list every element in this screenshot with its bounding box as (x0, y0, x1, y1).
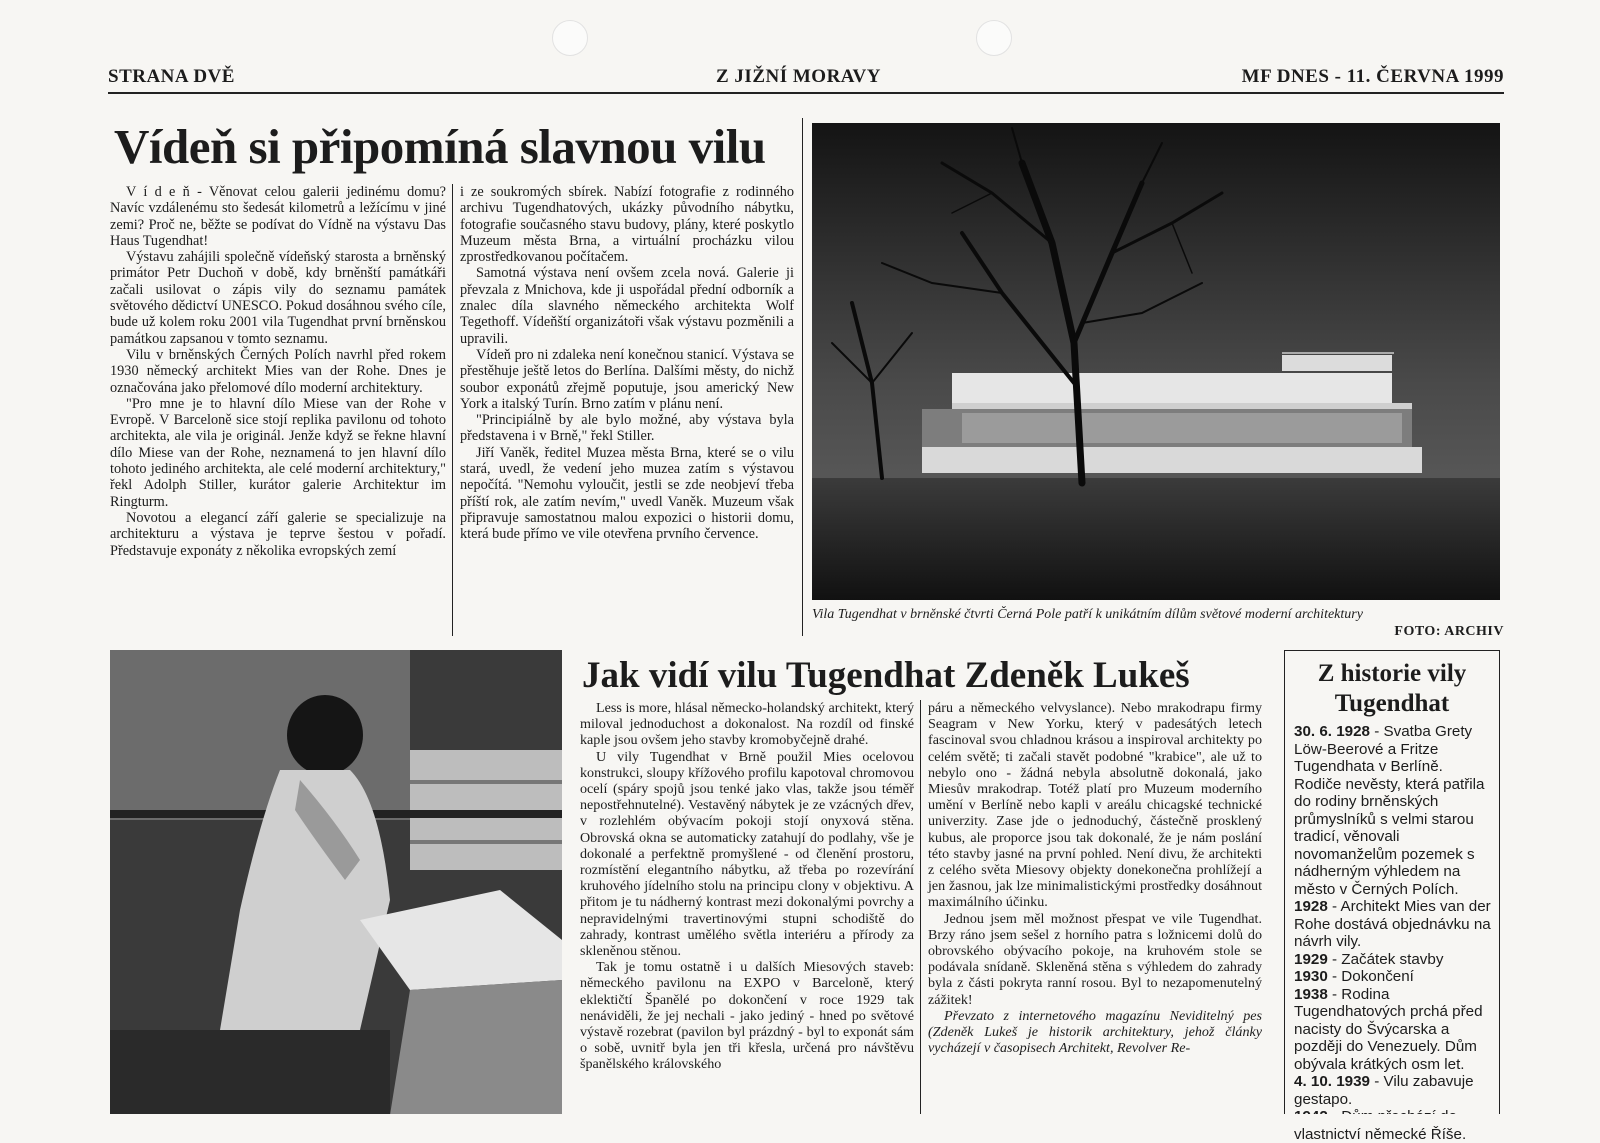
masthead-rule (108, 92, 1504, 94)
paragraph: Jiří Vaněk, ředitel Muzea města Brna, které se o vilu stará, uvedl, že vedení jeho muzea zatím s výstavou nepočítá. "Nemohu vyloučit, jestli se zde neobjeví třeba příští rok, ale zatím nevím," uvedl Vaněk. Muzeum však připravuje samostatnou malou expozici o historii domu, která bude přímo ve vile otevřena prvního července. (460, 444, 794, 543)
sidebar-title: Z historie vily Tugendhat (1317, 660, 1467, 717)
timeline-entry (1294, 951, 1491, 969)
timeline-text: - Dokončení (1327, 968, 1414, 985)
article2-column-1 (580, 700, 914, 1073)
paragraph: Vídeň pro ni zdaleka není konečnou stanicí. Výstava se přestěhuje ještě letos do Berlína. Dalšími městy, do nichž soubor exponátů zřejmě poputuje, jsou americký New York a italský Turín. Brno zatím v plánu není. (460, 346, 794, 412)
timeline-entry (1294, 1073, 1491, 1108)
timeline-entry (1294, 986, 1491, 1074)
villa-tugendhat-photo (812, 123, 1500, 600)
timeline-date: 1938 (1294, 985, 1328, 1003)
issue-date: MF DNES - 11. ČERVNA 1999 (1241, 66, 1504, 87)
timeline-date: 1929 (1294, 950, 1328, 968)
paragraph: Výstavu zahájili společně vídeňský starosta a brněnský primátor Petr Duchoň v době, kdy brněnští památkáři začali usilovat o zápis vily do seznamu památek světového dědictví UNESCO. Pokud dosáhnou svého cíle, bude už kolem roku 2001 vila Tugendhat první brněnskou památkou zapsanou v tomto seznamu. (110, 249, 446, 347)
timeline-entry (1294, 723, 1491, 898)
sidebar-timeline (1294, 723, 1491, 1143)
timeline-date: 1928 (1294, 898, 1328, 915)
article1-headline: Vídeň si připomíná slavnou vilu (114, 119, 766, 174)
article2-column-2 (928, 700, 1262, 1056)
paragraph: "Pro mne je to hlavní dílo Miese van der Rohe v Evropě. V Barceloně sice stojí replika pavilonu od tohoto architekta, ale vila je originál. Jenže když se řekne hlavní dílo Miese van der Rohe, neznamená to jen hlavní dílo tohoto jediného architekta, ale celé moderní architektury," řekl Adolph Stiller, kurátor galerie Architektur im Ringturm. (110, 395, 446, 510)
timeline-date: 4. 10. 1939 (1294, 1073, 1371, 1090)
paragraph: Jednou jsem měl možnost přespat ve vile Tugendhat. Brzy ráno jsem sešel z horního patra s ložnicemi dolů do obrovského obývacího pokoje, na kruhovém stole se podávala snídaně. Skleněná stěna s výhledem do zahrady byla z části pokryta ranní rosou. Byl to nezapomenutelný zážitek! (928, 910, 1262, 1008)
article1-column-2 (460, 184, 794, 543)
paragraph: Tak je tomu ostatně i u dalších Miesových staveb: německého pavilonu na EXPO v Barceloně, který eklektičtí Španělé po dokončení v roce 1929 tak nenáviděli, že jej nechali - jako jediný - hned po světové výstavě rozebrat (pavilon byl prázdný - byl to exponát sám o sobě, uvnitř byla jen tři křesla, určená pro návštěvu španělského královského (580, 959, 914, 1073)
timeline-entry (1294, 968, 1491, 986)
paragraph: "Principiálně by ale bylo možné, aby výstava byla představena i v Brně," řekl Stiller. (460, 412, 794, 445)
paragraph: páru a německého velvyslance). Nebo mrakodrapu firmy Seagram v New Yorku, který v padesátých letech fascinoval svou chladnou krásou a inspiroval architekty po celém světě; ti začali stavět podobné "krabice", ale už to nebylo ono - žádná nebyla absolutně dokonalá, jako Miesův mrakodrap. Totéž platí pro Muzeum moderního umění v Berlíně nebo kapli v areálu chicagské technické univerzity. Zase jde o jednoduchý, částečně prosklený kubus, ale proporce jsou tak dokonalé, že je nám poslání této stavby jasné na první pohled. Není divu, že architekti z celého světa Miesovy objekty donekonečna prohlížejí a jen žasnou, jak lze minimalistickými prostředky dosáhnout maximálního účinku. (928, 700, 1262, 911)
photo-credit: FOTO: ARCHIV (1394, 624, 1504, 639)
timeline-date: 30. 6. 1928 (1294, 723, 1371, 740)
villa-photo-image (812, 123, 1500, 600)
page-bottom-edge (0, 1114, 1600, 1124)
photo-caption: Vila Tugendhat v brněnské čtvrti Černá Pole patří k unikátním dílům světové moderní architektury (812, 607, 1363, 622)
timeline-date: 1930 (1294, 968, 1328, 985)
timeline-text: vlastnictví německé Říše. (1294, 1125, 1467, 1143)
paragraph: Novotou a elegancí září galerie se specializuje na architekturu a výstava je teprve šestou v pořadí. Představuje exponáty z několika evropských zemí (110, 509, 446, 559)
paragraph: Vilu v brněnských Černých Polích navrhl před rokem 1930 německý architekt Mies van der Rohe. Dnes je označována jako přelomové dílo moderní architektury. (110, 346, 446, 396)
paragraph: Samotná výstava není ovšem zcela nová. Galerie ji převzala z Mnichova, kde ji uspořádal přední odborník a znalec díla slavného německého architekta Wolf Tegethoff. Vídeňští organizátoři však výstavu pozměnili a upravili. (460, 265, 794, 347)
punch-hole-left (552, 20, 588, 56)
punch-hole-right (976, 20, 1012, 56)
column-rule (920, 700, 921, 1114)
exhibition-visitor-photo (110, 650, 562, 1115)
paragraph: i ze soukromých sbírek. Nabízí fotografie z rodinného archivu Tugendhatových, ukázky původního nábytku, fotografie současného stavu budovy, plány, které poskytlo Muzeum města Brna, a virtuální procházku vilou zprostředkovanou počítačem. (460, 184, 794, 266)
source-note: Převzato z internetového magazínu Neviditelný pes (Zdeněk Lukeš je historik architektury, jehož články vycházejí v časopisech Architekt, Revolver Re- (928, 1007, 1262, 1057)
timeline-text: - Vilu zabavuje gestapo. (1294, 1073, 1474, 1108)
masthead (108, 66, 1504, 92)
timeline-entry (1294, 898, 1491, 951)
paragraph: V í d e ň - Věnovat celou galerii jedinému domu? Navíc vzdálenému sto šedesát kilometrů a ležícímu v jiné zemi? Proč ne, běžte se podívat do Vídně na výstavu Das Haus Tugendhat! (110, 184, 446, 249)
column-rule (452, 184, 453, 636)
regional-section: Z JIŽNÍ MORAVY (716, 66, 882, 87)
timeline-text: - Svatba Grety Löw-Beerové a Fritze Tugendhata v Berlíně. Rodiče nevěsty, která patřila do rodiny brněnských průmyslníků s velmi starou tradicí, věnovali novomanželům pozemek s nádherným výhledem na město v Černých Polích. (1294, 723, 1485, 898)
timeline-text: - Rodina Tugendhatových prchá před nacisty do Švýcarska a později do Venezuely. Dům obývala krátkých osm let. (1294, 985, 1483, 1073)
paragraph: Less is more, hlásal německo-holandský architekt, který miloval jednoduchost a dokonalost. Na rozdíl od finské kaple jsou ovšem jeho stavby kromobyčejně drahé. (580, 700, 914, 749)
page-section: STRANA DVĚ (108, 66, 235, 87)
timeline-text: - Architekt Mies van der Rohe dostává objednávku na návrh vily. (1294, 898, 1491, 950)
paragraph: U vily Tugendhat v Brně použil Mies ocelovou konstrukci, sloupy křížového profilu kapotoval chromovou ocelí (spáry spojů jsou tenké jako vlas, takže jsou téměř nepostřehnutelné). Vestavěný nábytek je ze vzácných dřev, v rozlehlém obývacím pokoji stojí onyxová stěna. Obrovská okna se automaticky zatahují do podlahy, vše je dokonalé a perfektně promyšlené - od členění prostoru, rozmístění elegantního nábytku, až třeba po rozevírání kruhového jídelního stolu na principu clony v objektivu. A přitom je tu nádherný kontrast mezi dokonalými povrchy a nepravidelnými travertinovými stupni schodiště do zahrady, kontrast umělého světla interiéru a přírody za skleněnou stěnou. (580, 748, 914, 960)
timeline-text: - Začátek stavby (1327, 950, 1444, 968)
visitor-photo-image (110, 650, 562, 1115)
history-sidebar (1284, 650, 1500, 1143)
article1-column-1 (110, 184, 446, 559)
column-rule (802, 118, 803, 636)
article2-headline: Jak vidí vilu Tugendhat Zdeněk Lukeš (582, 655, 1190, 696)
